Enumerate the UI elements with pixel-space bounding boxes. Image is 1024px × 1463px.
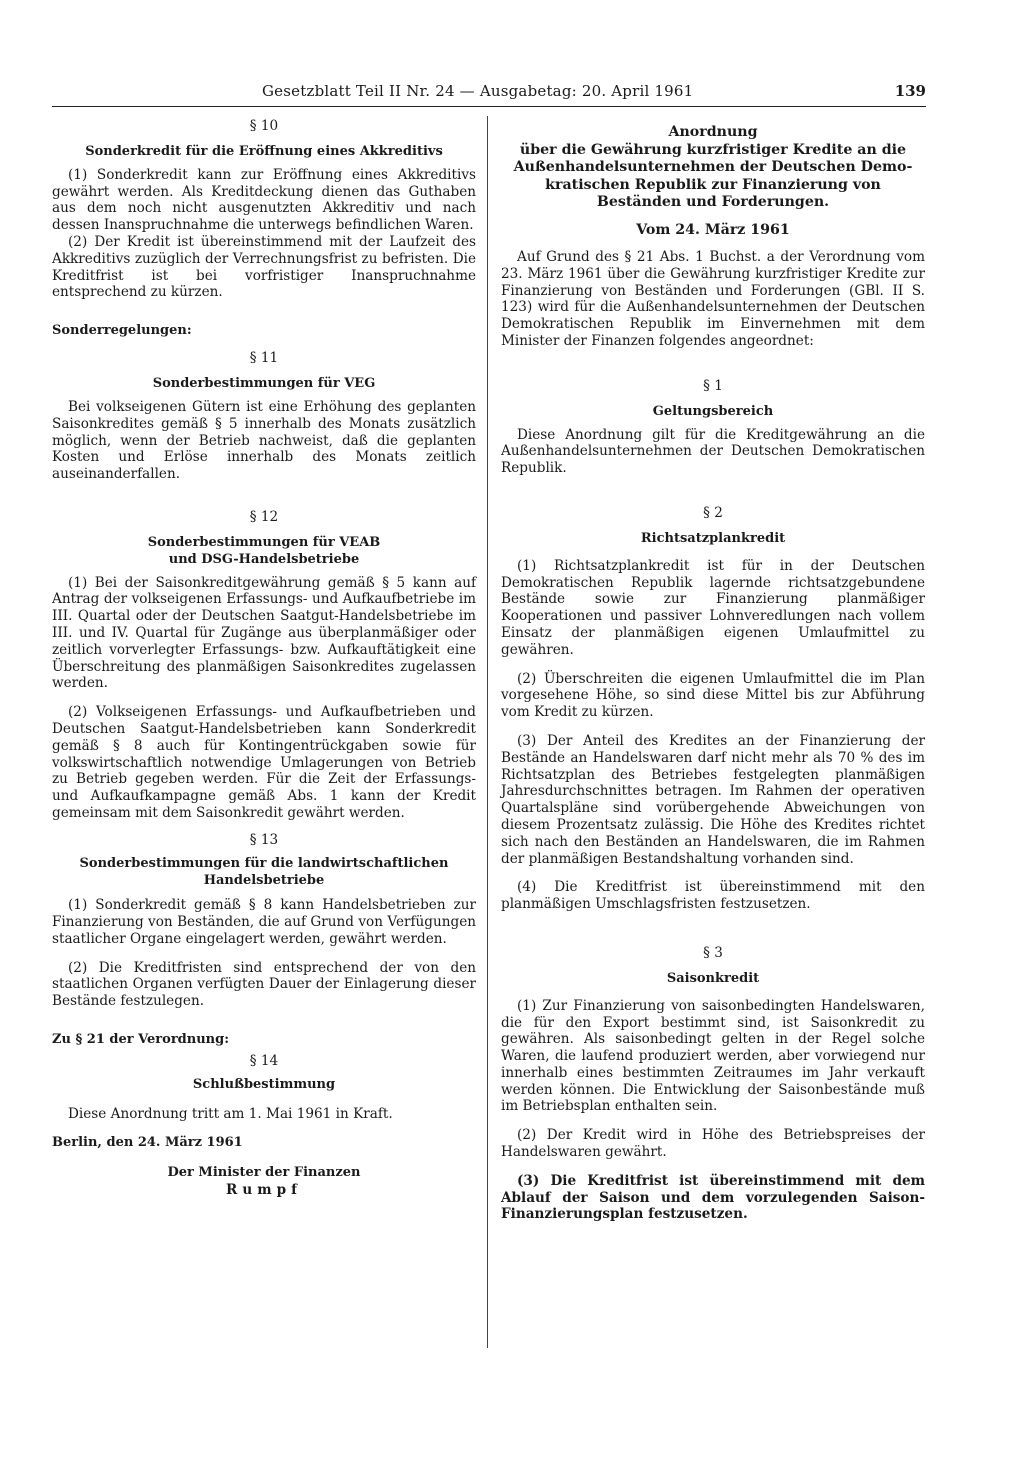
anordnung-title-line-2: über die Gewährung kurzfristiger Kredite an die — [519, 141, 907, 158]
anordnung-title-line-5: Beständen und Forderungen. — [596, 194, 830, 210]
header-title: Gesetzblatt Teil II Nr. 24 — Ausgabetag: 20. April 1961 — [262, 82, 694, 100]
section-1-title: Geltungsbereich — [652, 403, 774, 419]
section-14-para-1: Diese Anordnung tritt am 1. Mai 1961 in Kraft. — [68, 1105, 393, 1122]
section-2-para-4: (4) Die Kreditfrist ist übereinstimmend mit den planmäßigen Umschlagsfristen festzusetzen. — [501, 879, 925, 913]
section-12-title-line-1: Sonderbestimmungen für VEAB — [147, 534, 381, 550]
section-14-title: Schlußbestimmung — [192, 1077, 336, 1093]
section-3-number: § 3 — [703, 944, 723, 961]
anordnung-title-line-3: Außenhandelsunternehmen der Deutschen Demo- — [513, 159, 913, 175]
page-number: 139 — [894, 82, 926, 100]
zu-21-label: Zu § 21 der Verordnung: — [52, 1032, 230, 1048]
section-2-para-1: (1) Richtsatzplankredit ist für in der Deutschen Demokratischen Republik lagernde richtsatzgebundene Bestände sowie zur Finanzierung planmäßiger Kooperationen und passiver Lohnveredlungen nach vollem Einsatz der planmäßigen eigenen Umlaufmittel zu gewähren. — [501, 557, 925, 658]
right-column — [501, 118, 925, 1223]
section-13-para-2: (2) Die Kreditfristen sind entsprechend der von den staatlichen Organen verfügten Dauer der Einlagerung dieser Bestände festzulegen. — [52, 959, 476, 1010]
section-2-number: § 2 — [703, 504, 723, 521]
section-10-title: Sonderkredit für die Eröffnung eines Akkreditivs — [85, 144, 443, 159]
section-10-para-1: (1) Sonderkredit kann zur Eröffnung eines Akkreditivs gewährt werden. Als Kreditdeckung dienen das Guthaben aus dem noch nicht ausgenutzten Akkreditiv und nach dessen Inanspruchnahme die unterwegs befindlichen Waren. — [52, 166, 476, 234]
left-column — [52, 118, 476, 1199]
signer-title: Der Minister der Finanzen — [167, 1165, 361, 1181]
section-11-para-1: Bei volkseigenen Gütern ist eine Erhöhung des geplanten Saisonkredites gemäß § 5 innerhalb des Monats zusätzlich möglich, wenn der Betrieb nachweist, daß die geplanten Kosten und Erlöse innerhalb des Monats zeitlich auseinanderfallen. — [52, 398, 476, 483]
column-divider — [487, 116, 488, 1348]
section-3-para-3: (3) Die Kreditfrist ist übereinstimmend mit dem Ablauf der Saison und dem vorzulegenden Saison-Finanzierungsplan festzusetzen. — [501, 1172, 925, 1223]
section-13-title-line-1: Sonderbestimmungen für die landwirtschaftlichen — [79, 855, 449, 871]
section-12-para-2: (2) Volkseigenen Erfassungs- und Aufkaufbetrieben und Deutschen Saatgut-Handelsbetrieben kann Sonderkredit gemäß § 8 auch für Kontingentrückgaben sowie für volkswirtschaftlich notwendige Umlagerungen von Betrieb zu Betrieb gegeben werden. Für die Zeit der Erfassungs- und Aufkaufkampagne gemäß Abs. 1 kann der Kredit gemeinsam mit dem Saisonkredit gewährt werden. — [52, 704, 476, 821]
section-10-number: § 10 — [249, 118, 279, 134]
section-11-number: § 11 — [249, 350, 279, 367]
section-11-title: Sonderbestimmungen für VEG — [152, 376, 376, 392]
section-3-para-1: (1) Zur Finanzierung von saisonbedingten Handelswaren, die für den Export bestimmt sind, ist Saisonkredit zu gewähren. Als saisonbedingt gelten in der Regel solche Waren, die laufend produziert werden, aber vorwiegend nur innerhalb eines bestimmten Zeitraumes im Jahr verkauft werden können. Die Entwicklung der Saisonbestände muß im Betriebsplan enthalten sein. — [501, 997, 925, 1115]
section-12-number: § 12 — [249, 508, 279, 525]
section-13-title-line-2: Handelsbetriebe — [203, 872, 325, 888]
section-14-number: § 14 — [249, 1053, 279, 1070]
header-rule — [52, 106, 926, 107]
section-3-title: Saisonkredit — [666, 970, 760, 986]
page-header — [52, 82, 926, 108]
anordnung-date: Vom 24. März 1961 — [636, 221, 790, 238]
anordnung-title-line-1: Anordnung — [668, 124, 758, 140]
section-2-para-3: (3) Der Anteil des Kredites an der Finanzierung der Bestände an Handelswaren darf nicht mehr als 70 % des im Richtsatzplan des Betriebes festgelegten planmäßigen Jahresdurchschnittes betragen. Im Rahmen der operativen Quartalspläne sind vorübergehende Abweichungen von diesem Prozentsatz zulässig. Die Höhe des Kredites richtet sich nach den Beständen an Handelswaren, die im Rahmen der planmäßigen Bestandshaltung vorhanden sind. — [501, 732, 925, 867]
section-12-title-line-2: und DSG-Handelsbetriebe — [168, 551, 360, 567]
section-2-title: Richtsatzplankredit — [640, 530, 786, 546]
section-1-para-1: Diese Anordnung gilt für die Kreditgewährung an die Außenhandelsunternehmen der Deutschen Demokratischen Republik. — [501, 426, 925, 477]
section-12-para-1: (1) Bei der Saisonkreditgewährung gemäß § 5 kann auf Antrag der volkseigenen Erfassungs- und Aufkaufbetriebe im III. Quartal oder der Deutschen Saatgut-Handelsbetriebe im III. und IV. Quartal für Zugänge aus überplanmäßiger oder zeitlich vorverlegter Erfassungs- bzw. Aufkauftätigkeit eine Überschreitung des planmäßigen Saisonkredites zugelassen werden. — [52, 574, 476, 692]
section-3-para-2: (2) Der Kredit wird in Höhe des Betriebspreises der Handelswaren gewährt. — [501, 1127, 925, 1161]
section-2-para-2: (2) Überschreiten die eigenen Umlaufmittel die im Plan vorgesehene Höhe, so sind diese Mittel bis zur Abführung vom Kredit zu kürzen. — [501, 670, 925, 721]
section-13-para-1: (1) Sonderkredit gemäß § 8 kann Handelsbetrieben zur Finanzierung von Beständen, die auf Grund von Verfügungen staatlicher Organe eingelagert werden, gewährt werden. — [52, 897, 476, 947]
section-10-para-2: (2) Der Kredit ist übereinstimmend mit der Laufzeit des Akkreditivs zuzüglich der Verrechnungsfrist zu befristen. Die Kreditfrist ist bei vorfristiger Inanspruchnahme entsprechend zu kürzen. — [52, 233, 476, 301]
place-date: Berlin, den 24. März 1961 — [52, 1134, 243, 1150]
signer-name: Rumpf — [226, 1182, 302, 1199]
anordnung-title-line-4: kratischen Republik zur Finanzierung von — [545, 176, 881, 193]
section-13-number: § 13 — [249, 831, 279, 848]
preamble: Auf Grund des § 21 Abs. 1 Buchst. a der Verordnung vom 23. März 1961 über die Gewährung kurzfristiger Kredite zur Finanzierung von Beständen und Forderungen (GBl. II S. 123) wird für die Außenhandelsunternehmen der Deutschen Demokratischen Republik im Einvernehmen mit dem Minister der Finanzen folgendes angeordnet: — [501, 249, 925, 349]
section-1-number: § 1 — [703, 377, 723, 394]
sonderregelungen-label: Sonderregelungen: — [52, 323, 192, 339]
